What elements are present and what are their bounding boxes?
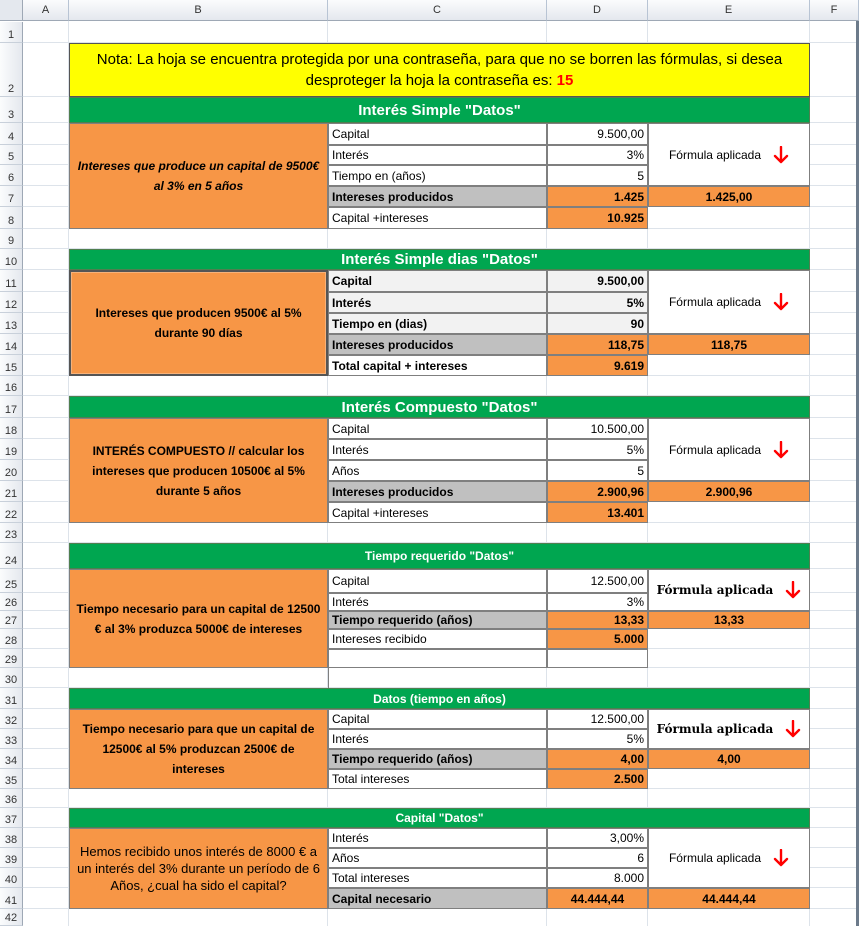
section-description-interes-simple[interactable]: Intereses que produce un capital de 9500€ al 3% en 5 años: [69, 123, 328, 229]
label-total-intereses[interactable]: Total intereses: [328, 769, 547, 789]
section-title-datos-tiempo: Datos (tiempo en años): [69, 688, 810, 709]
formula-box[interactable]: [648, 270, 810, 334]
formula-result[interactable]: 4,00: [648, 749, 810, 769]
formula-box[interactable]: [648, 123, 810, 186]
row-header-31[interactable]: 31: [0, 688, 23, 709]
value-capital[interactable]: 9.500,00: [547, 123, 648, 145]
column-header-a[interactable]: A: [23, 0, 69, 21]
formula-label: Fórmula aplicada: [656, 722, 774, 736]
row-header-17[interactable]: 17: [0, 396, 23, 418]
label-total-intereses[interactable]: Total intereses: [328, 868, 547, 888]
label-capital[interactable]: Capital: [328, 123, 547, 145]
value-capital-intereses[interactable]: 13.401: [547, 502, 648, 523]
label-capital-intereses[interactable]: Capital +intereses: [328, 207, 547, 229]
row-header-5[interactable]: 5: [0, 145, 23, 165]
row-header-14[interactable]: 14: [0, 334, 23, 355]
label-interes[interactable]: Interés: [328, 439, 547, 460]
row-header-29[interactable]: 29: [0, 649, 23, 668]
row-header-16[interactable]: 16: [0, 376, 23, 396]
row-header-39[interactable]: 39: [0, 848, 23, 868]
value-total-capital-intereses[interactable]: 9.619: [547, 355, 648, 376]
value-interes[interactable]: 5%: [547, 292, 648, 313]
formula-box[interactable]: [648, 418, 810, 481]
label-interes[interactable]: Interés: [328, 145, 547, 165]
row-header-33[interactable]: 33: [0, 729, 23, 749]
label-tiempo-requerido[interactable]: Tiempo requerido (años): [328, 749, 547, 769]
label-interes[interactable]: Interés: [328, 828, 547, 848]
note-line-2: [306, 70, 574, 91]
section-description-capital[interactable]: Hemos recibido unos interés de 8000 € a un interés del 3% durante un período de 6 Años, ¿cual ha sido el capital?: [69, 828, 328, 909]
label-capital[interactable]: Capital: [328, 418, 547, 439]
note-password: 15: [556, 72, 574, 89]
column-header-c[interactable]: C: [328, 0, 547, 21]
formula-result[interactable]: 13,33: [648, 611, 810, 629]
red-down-arrow-icon: [773, 849, 789, 867]
value-capital[interactable]: 12.500,00: [547, 569, 648, 593]
red-down-arrow-icon: [773, 293, 789, 311]
formula-result[interactable]: 118,75: [648, 334, 810, 355]
row-header-26[interactable]: 26: [0, 593, 23, 611]
value-intereses-producidos[interactable]: 118,75: [547, 334, 648, 355]
section-title-interes-compuesto: Interés Compuesto "Datos": [69, 396, 810, 418]
label-tiempo-requerido[interactable]: Tiempo requerido (años): [328, 611, 547, 629]
row-header-28[interactable]: 28: [0, 629, 23, 649]
formula-box[interactable]: [648, 709, 810, 749]
label-total-capital-intereses[interactable]: Total capital + intereses: [328, 355, 547, 376]
section-description-datos-tiempo[interactable]: Tiempo necesario para que un capital de 12500€ al 5% produzcan 2500€ de intereses: [69, 709, 328, 789]
formula-label: Fórmula aplicada: [668, 851, 762, 865]
row-header-20[interactable]: 20: [0, 460, 23, 481]
value-total-intereses[interactable]: 2.500: [547, 769, 648, 789]
column-header-f[interactable]: F: [810, 0, 859, 21]
value-capital-intereses[interactable]: 10.925: [547, 207, 648, 229]
column-header-e[interactable]: E: [648, 0, 810, 21]
label-intereses-producidos[interactable]: Intereses producidos: [328, 186, 547, 207]
red-down-arrow-icon: [785, 720, 801, 738]
section-title-interes-simple: Interés Simple "Datos": [69, 97, 810, 123]
label-tiempo[interactable]: Tiempo en (años): [328, 165, 547, 186]
value-total-intereses[interactable]: 8.000: [547, 868, 648, 888]
value-tiempo-requerido[interactable]: 4,00: [547, 749, 648, 769]
label-capital-necesario[interactable]: Capital necesario: [328, 888, 547, 909]
row-header-8[interactable]: 8: [0, 207, 23, 229]
row-header-21[interactable]: 21: [0, 481, 23, 502]
section-title-tiempo-requerido: Tiempo requerido "Datos": [69, 543, 810, 569]
label-capital[interactable]: Capital: [328, 709, 547, 729]
row-header-35[interactable]: 35: [0, 769, 23, 789]
value-tiempo[interactable]: 5: [547, 165, 648, 186]
row-header-1[interactable]: 1: [0, 22, 23, 43]
label-interes[interactable]: Interés: [328, 292, 547, 313]
row-header-41[interactable]: 41: [0, 888, 23, 909]
value-interes[interactable]: 5%: [547, 729, 648, 749]
note-line-2-text: desproteger la hoja la contraseña es:: [305, 72, 557, 89]
row-header-19[interactable]: 19: [0, 439, 23, 460]
row-header-22[interactable]: 22: [0, 502, 23, 523]
formula-box[interactable]: [648, 828, 810, 888]
label-capital[interactable]: Capital: [328, 569, 547, 593]
value-intereses-recibido[interactable]: 5.000: [547, 629, 648, 649]
label-interes[interactable]: Interés: [328, 593, 547, 611]
column-header-d[interactable]: D: [547, 0, 648, 21]
red-down-arrow-icon: [773, 441, 789, 459]
protection-note: [69, 43, 810, 97]
value-capital[interactable]: 9.500,00: [547, 270, 648, 292]
label-interes[interactable]: Interés: [328, 729, 547, 749]
value-intereses-producidos[interactable]: 1.425: [547, 186, 648, 207]
row-header-11[interactable]: 11: [0, 270, 23, 292]
row-header-34[interactable]: 34: [0, 749, 23, 769]
empty-cell[interactable]: [328, 649, 547, 668]
row-header-40[interactable]: 40: [0, 868, 23, 888]
formula-label: Fórmula aplicada: [668, 442, 762, 457]
label-intereses-producidos[interactable]: Intereses producidos: [328, 334, 547, 355]
label-intereses-recibido[interactable]: Intereses recibido: [328, 629, 547, 649]
value-tiempo-requerido[interactable]: 13,33: [547, 611, 648, 629]
row-header-38[interactable]: 38: [0, 828, 23, 848]
value-interes[interactable]: 3%: [547, 145, 648, 165]
section-description-interes-simple-dias[interactable]: Intereses que producen 9500€ al 5% durante 90 días: [69, 270, 328, 376]
row-header-37[interactable]: 37: [0, 808, 23, 828]
row-header-23[interactable]: 23: [0, 523, 23, 543]
section-title-capital: Capital "Datos": [69, 808, 810, 828]
select-all-corner[interactable]: [0, 0, 23, 21]
grid-border: [328, 668, 329, 688]
formula-label: Fórmula aplicada: [656, 583, 774, 597]
row-header-15[interactable]: 15: [0, 355, 23, 376]
red-down-arrow-icon: [785, 581, 801, 599]
value-tiempo[interactable]: 90: [547, 313, 648, 334]
row-header-24[interactable]: 24: [0, 543, 23, 569]
red-down-arrow-icon: [773, 146, 789, 164]
value-anos[interactable]: 6: [547, 848, 648, 868]
value-interes[interactable]: 5%: [547, 439, 648, 460]
formula-result[interactable]: 2.900,96: [648, 481, 810, 502]
label-capital[interactable]: Capital: [328, 270, 547, 292]
row-header-9[interactable]: 9: [0, 229, 23, 249]
value-interes[interactable]: 3,00%: [547, 828, 648, 848]
value-capital-necesario[interactable]: 44.444,44: [547, 888, 648, 909]
label-capital-intereses[interactable]: Capital +intereses: [328, 502, 547, 523]
row-header-36[interactable]: 36: [0, 789, 23, 808]
value-capital[interactable]: 12.500,00: [547, 709, 648, 729]
row-header-30[interactable]: 30: [0, 668, 23, 688]
row-header-6[interactable]: 6: [0, 165, 23, 186]
row-header-32[interactable]: 32: [0, 709, 23, 729]
formula-label: Fórmula aplicada: [668, 147, 762, 162]
row-header-4[interactable]: 4: [0, 123, 23, 145]
empty-cell[interactable]: [547, 649, 648, 668]
row-header-42[interactable]: 42: [0, 909, 23, 926]
section-title-interes-simple-dias: Interés Simple dias "Datos": [69, 249, 810, 270]
value-intereses-producidos[interactable]: 2.900,96: [547, 481, 648, 502]
formula-result[interactable]: 44.444,44: [648, 888, 810, 909]
value-capital[interactable]: 10.500,00: [547, 418, 648, 439]
value-interes[interactable]: 3%: [547, 593, 648, 611]
value-anos[interactable]: 5: [547, 460, 648, 481]
section-description-interes-compuesto[interactable]: INTERÉS COMPUESTO // calcular los intereses que producen 10500€ al 5% durante 5 años: [69, 418, 328, 523]
row-header-13[interactable]: 13: [0, 313, 23, 334]
row-header-2[interactable]: 2: [0, 43, 23, 97]
row-header-27[interactable]: 27: [0, 611, 23, 629]
row-header-7[interactable]: 7: [0, 186, 23, 207]
row-header-10[interactable]: 10: [0, 249, 23, 270]
formula-label: Fórmula aplicada: [668, 295, 762, 309]
row-header-3[interactable]: 3: [0, 97, 23, 123]
label-anos[interactable]: Años: [328, 460, 547, 481]
formula-box[interactable]: [648, 569, 810, 611]
formula-result[interactable]: 1.425,00: [648, 186, 810, 207]
label-anos[interactable]: Años: [328, 848, 547, 868]
section-description-tiempo-requerido[interactable]: Tiempo necesario para un capital de 12500 € al 3% produzca 5000€ de intereses: [69, 569, 328, 668]
row-header-12[interactable]: 12: [0, 292, 23, 313]
row-header-25[interactable]: 25: [0, 569, 23, 593]
column-header-b[interactable]: B: [69, 0, 328, 21]
row-header-18[interactable]: 18: [0, 418, 23, 439]
note-line-1: Nota: La hoja se encuentra protegida por una contraseña, para que no se borren las fórmulas, si desea: [96, 51, 783, 68]
label-tiempo[interactable]: Tiempo en (dias): [328, 313, 547, 334]
label-intereses-producidos[interactable]: Intereses producidos: [328, 481, 547, 502]
